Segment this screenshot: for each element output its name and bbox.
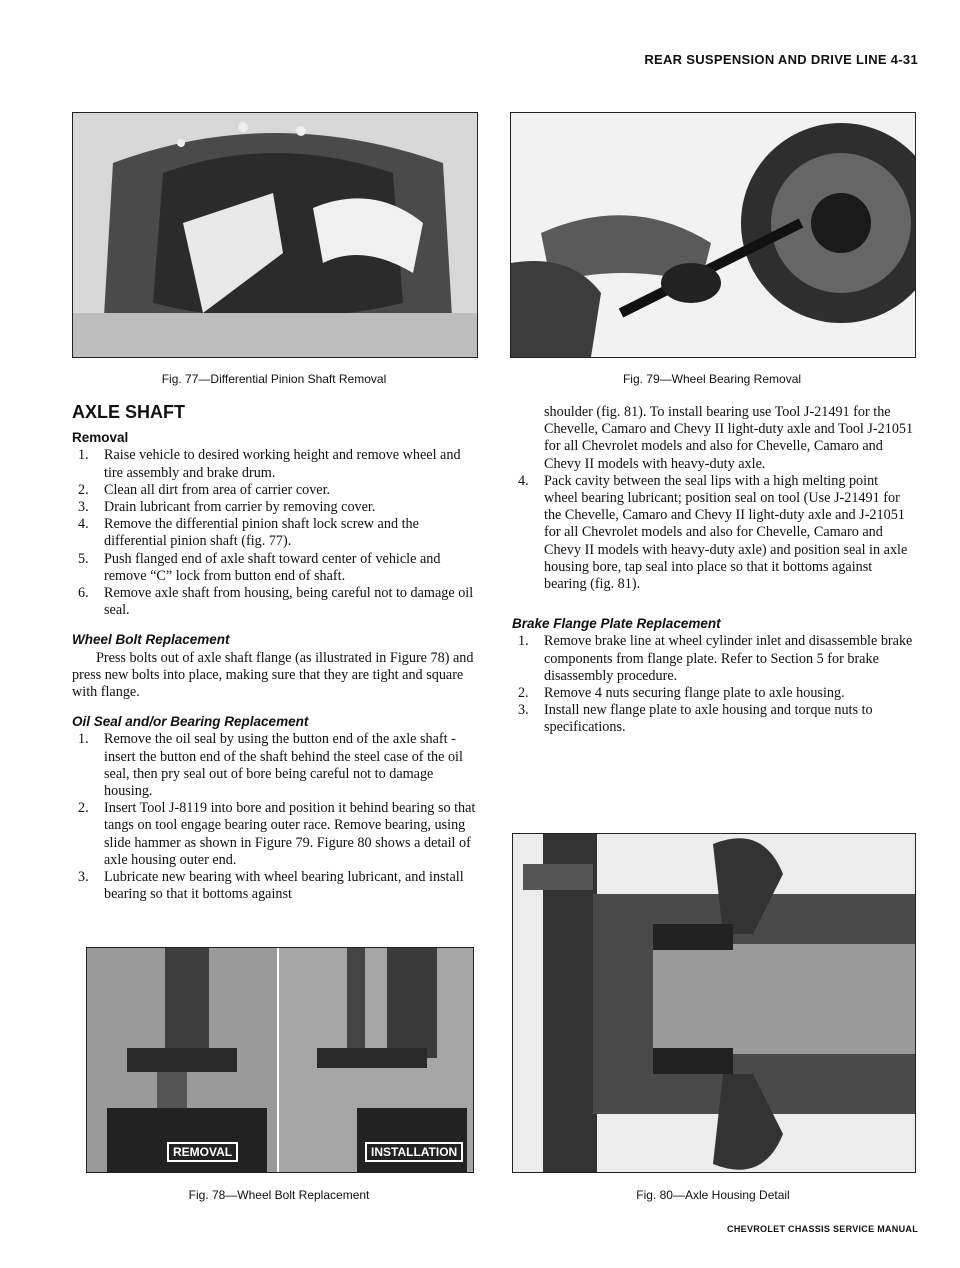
removal-steps bbox=[72, 447, 478, 619]
fig79-caption: Fig. 79—Wheel Bearing Removal bbox=[622, 372, 802, 386]
left-column bbox=[72, 404, 478, 903]
removal-label: REMOVAL bbox=[167, 1142, 238, 1162]
fig77-photo bbox=[72, 112, 478, 358]
brake-steps bbox=[512, 633, 914, 736]
fig78-caption: Fig. 78—Wheel Bolt Replacement bbox=[188, 1188, 370, 1202]
wheel-bolt-illustration bbox=[87, 948, 473, 1172]
list-item: 3. Lubricate new bearing with wheel bearing lubricant, and install bearing so that it bottoms against bbox=[78, 869, 464, 903]
section-title: AXLE SHAFT bbox=[72, 402, 186, 422]
list-item: 6. Remove axle shaft from housing, being careful not to damage oil seal. bbox=[78, 585, 474, 619]
list-item: 2. Insert Tool J-8119 into bore and position it behind bearing so that tangs on tool engage bearing outer race. Remove bearing, using slide hammer as shown in Figure 79. Figure 80 shows a detail of axle housing outer end. bbox=[78, 800, 476, 868]
oil-seal-heading: Oil Seal and/or Bearing Replacement bbox=[72, 714, 309, 730]
right-column bbox=[512, 404, 914, 737]
list-item: 4. Remove the differential pinion shaft lock screw and the differential pinion shaft (fig. 77). bbox=[78, 516, 419, 550]
fig77-caption: Fig. 77—Differential Pinion Shaft Removal bbox=[161, 372, 387, 386]
list-item: 1. Raise vehicle to desired working height and remove wheel and tire assembly and brake drum. bbox=[78, 447, 461, 481]
wheel-bearing-illustration bbox=[511, 113, 915, 357]
list-item: 1. Remove brake line at wheel cylinder inlet and disassemble brake components from flange plate. Refer to Section 5 for brake disassembly procedure. bbox=[518, 633, 913, 684]
list-item: 3. Drain lubricant from carrier by removing cover. bbox=[78, 499, 376, 516]
wheel-bolt-paragraph: Press bolts out of axle shaft flange (as illustrated in Figure 78) and press new bolts into place, making sure that they are tight and square with flange. bbox=[72, 649, 474, 701]
list-item: 3. Install new flange plate to axle housing and torque nuts to specifications. bbox=[518, 702, 873, 736]
brake-flange-heading: Brake Flange Plate Replacement bbox=[512, 616, 721, 632]
installation-label: INSTALLATION bbox=[365, 1142, 463, 1162]
install-steps bbox=[512, 473, 914, 593]
list-item: 2. Remove 4 nuts securing flange plate to axle housing. bbox=[518, 685, 845, 702]
wheel-bolt-heading: Wheel Bolt Replacement bbox=[72, 632, 230, 648]
fig80-caption: Fig. 80—Axle Housing Detail bbox=[636, 1188, 790, 1202]
removal-heading: Removal bbox=[72, 430, 129, 446]
axle-housing-illustration bbox=[513, 834, 915, 1172]
oil-seal-steps bbox=[72, 731, 478, 903]
continued-paragraph: shoulder (fig. 81). To install bearing use Tool J-21491 for the Chevelle, Camaro and Chevy II light-duty axle and Tool J-21051 for all Chevrolet models and also for Chevelle, Camaro and Chevy II models with heavy-duty axle. bbox=[544, 404, 914, 472]
list-item: 1. Remove the oil seal by using the button end of the axle shaft - insert the button end of the shaft behind the steel case of the oil seal, then pry seal out of bore being careful not to damage housing. bbox=[78, 731, 463, 800]
page-footer: CHEVROLET CHASSIS SERVICE MANUAL bbox=[727, 1224, 918, 1234]
list-item: 4. Pack cavity between the seal lips with a high melting point wheel bearing lubricant; position seal on tool (Use J-21491 for the Chevelle, Camaro and Chevy II light-duty axle and J-21051 for all Chevrolet models and also for Chevelle, Camaro and Chevy II models with heavy-duty axle) and position seal in axle housing bore, tap seal into place so that it bottoms against bearing (fig. 81). bbox=[518, 472, 908, 593]
fig78-photo bbox=[86, 947, 474, 1173]
fig79-photo bbox=[510, 112, 916, 358]
list-item: 5. Push flanged end of axle shaft toward center of vehicle and remove “C” lock from button end of shaft. bbox=[78, 550, 441, 584]
page-header: REAR SUSPENSION AND DRIVE LINE 4-31 bbox=[644, 52, 918, 67]
differential-illustration bbox=[73, 113, 477, 357]
list-item: 2. Clean all dirt from area of carrier cover. bbox=[78, 481, 331, 498]
fig80-photo bbox=[512, 833, 916, 1173]
